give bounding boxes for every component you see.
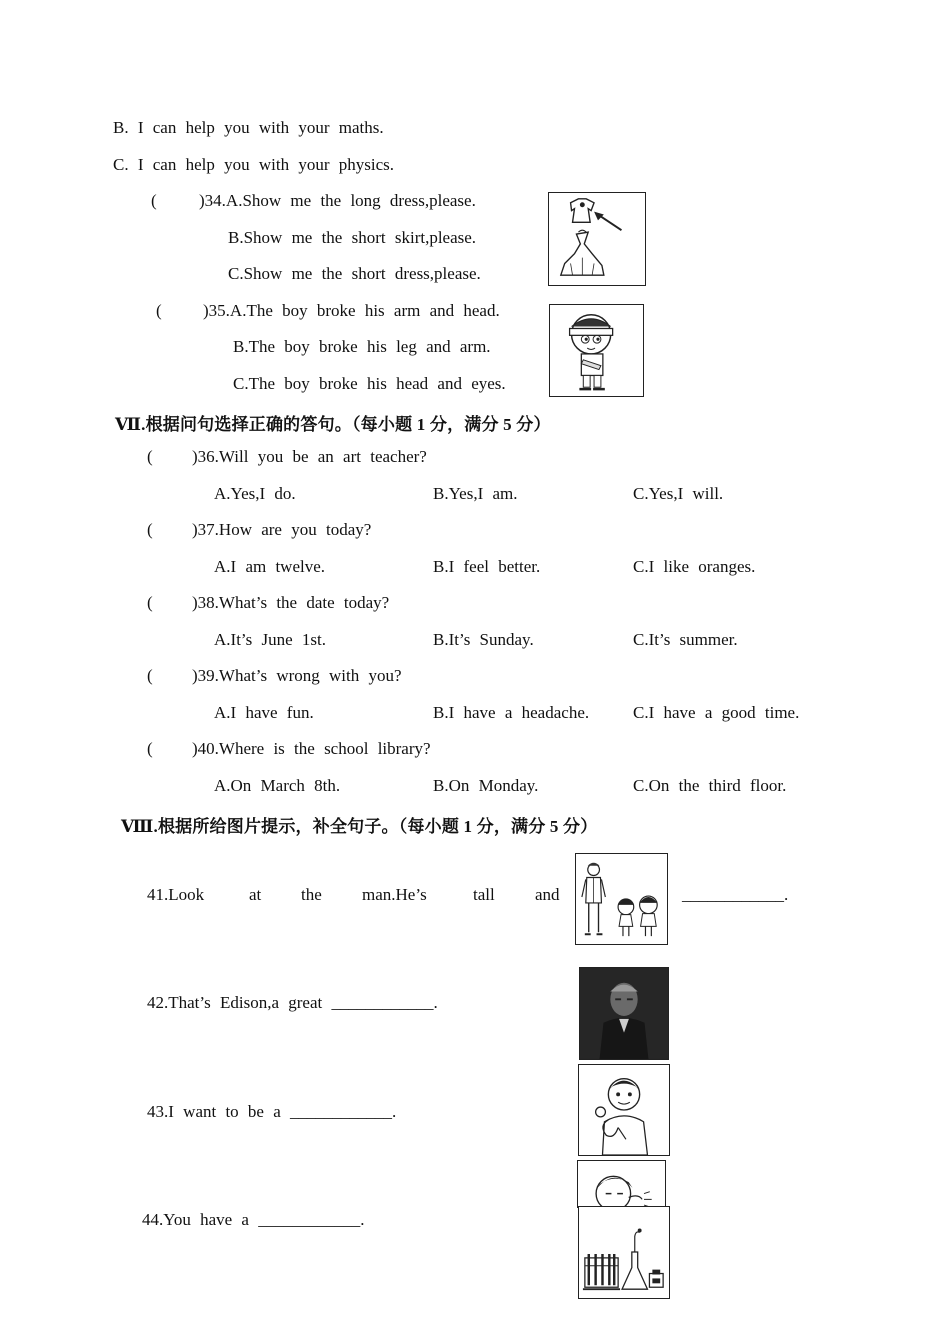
sneezing-boy-picture	[577, 1160, 666, 1208]
section-8-heading: Ⅷ.根据所给图片提示，补全句子。（每小题 1 分，满分 5 分）	[121, 817, 598, 836]
q41-word: tall	[473, 885, 495, 904]
q40-option-c: C.On the third floor.	[633, 776, 787, 795]
q40-question: )40.Where is the school library?	[192, 739, 431, 758]
q37-question: )37.How are you today?	[192, 520, 372, 539]
q38-option-b: B.It’s Sunday.	[433, 630, 534, 649]
q35-option-c: C.The boy broke his head and eyes.	[233, 374, 506, 393]
q38-question: )38.What’s the date today?	[192, 593, 390, 612]
q39-option-a: A.I have fun.	[214, 703, 314, 722]
answer-paren-35[interactable]: (	[156, 301, 162, 320]
q34-option-c: C.Show me the short dress,please.	[228, 264, 481, 283]
lab-equipment-picture	[578, 1206, 670, 1299]
q36-question: )36.Will you be an art teacher?	[192, 447, 427, 466]
q36-option-b: B.Yes,I am.	[433, 484, 518, 503]
q43-sentence: 43.I want to be a ____________.	[147, 1102, 397, 1121]
q40-option-a: A.On March 8th.	[214, 776, 341, 795]
section-7-heading: Ⅶ.根据问句选择正确的答句。（每小题 1 分，满分 5 分）	[115, 415, 551, 434]
doctor-picture	[578, 1064, 670, 1156]
q41-word: and	[535, 885, 560, 904]
q41-word: man.He’s	[362, 885, 427, 904]
q41-word: 41.Look	[147, 885, 205, 904]
injured-boy-picture	[549, 304, 644, 397]
edison-portrait	[579, 967, 669, 1060]
q33-option-c: C. I can help you with your physics.	[113, 155, 394, 174]
answer-paren-40[interactable]: (	[147, 739, 153, 758]
man-and-girls-picture	[575, 853, 668, 945]
q41-word: the	[301, 885, 322, 904]
answer-paren-39[interactable]: (	[147, 666, 153, 685]
q38-option-a: A.It’s June 1st.	[214, 630, 326, 649]
q37-option-c: C.I like oranges.	[633, 557, 756, 576]
q35-option-b: B.The boy broke his leg and arm.	[233, 337, 491, 356]
q34-option-b: B.Show me the short skirt,please.	[228, 228, 477, 247]
q40-option-b: B.On Monday.	[433, 776, 539, 795]
answer-paren-37[interactable]: (	[147, 520, 153, 539]
q33-option-b: B. I can help you with your maths.	[113, 118, 384, 137]
q39-option-c: C.I have a good time.	[633, 703, 800, 722]
q37-option-b: B.I feel better.	[433, 557, 541, 576]
q41-answer-blank[interactable]: ____________.	[682, 885, 789, 904]
q38-option-c: C.It’s summer.	[633, 630, 738, 649]
q36-option-c: C.Yes,I will.	[633, 484, 724, 503]
q41-word: at	[249, 885, 262, 904]
q39-option-b: B.I have a headache.	[433, 703, 590, 722]
q34-option-a: )34.A.Show me the long dress,please.	[199, 191, 476, 210]
q44-sentence: 44.You have a ____________.	[142, 1210, 365, 1229]
q35-option-a: )35.A.The boy broke his arm and head.	[203, 301, 500, 320]
dress-picture	[548, 192, 646, 286]
q36-option-a: A.Yes,I do.	[214, 484, 296, 503]
q37-option-a: A.I am twelve.	[214, 557, 326, 576]
q42-sentence: 42.That’s Edison,a great ____________.	[147, 993, 438, 1012]
answer-paren-38[interactable]: (	[147, 593, 153, 612]
q39-question: )39.What’s wrong with you?	[192, 666, 402, 685]
answer-paren-36[interactable]: (	[147, 447, 153, 466]
answer-paren-34[interactable]: (	[151, 191, 157, 210]
